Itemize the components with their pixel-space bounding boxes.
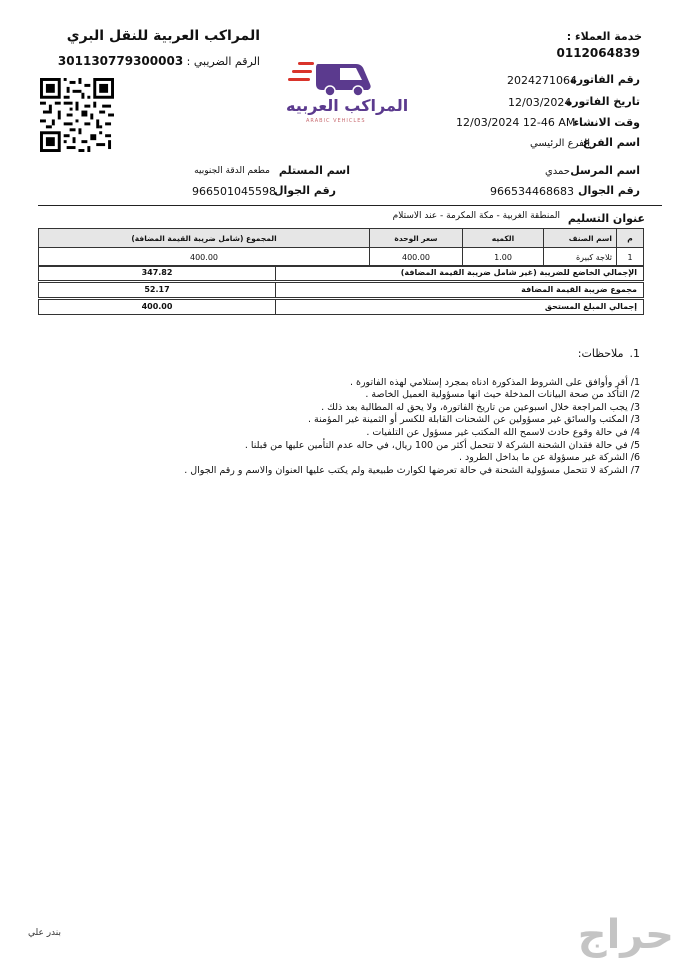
note-item: 3/ يجب المراجعة خلال اسبوعين من تاريخ الفاتورة، ولا يحق له المطالبة بعد ذلك .: [321, 401, 640, 413]
summary-taxable-label: الإجمالي الخاضع للضريبة (غير شامل ضريبة القيمة المضافة): [275, 266, 643, 280]
qr-code: [40, 78, 114, 152]
company-name: المراكب العربية للنقل البري: [66, 28, 260, 44]
header-item: اسم الصنف: [544, 229, 617, 248]
table-row: [39, 248, 644, 267]
row-qty: 1.00: [463, 248, 544, 267]
truck-icon: [278, 58, 408, 100]
header-index: م: [617, 229, 644, 248]
summary-taxable-value: 347.82: [141, 268, 173, 277]
invoice-number-label: رقم الفاتورة: [570, 73, 640, 86]
receiver-phone-label: رقم الجوال: [273, 184, 336, 197]
note-item: 2/ التأكد من صحة البيانات المدخلة حيث انها مسؤولية العميل الخاصة .: [365, 389, 640, 401]
sender-name: حمدي: [544, 166, 570, 177]
summary-vat: [38, 282, 644, 298]
notes-title: [140, 348, 640, 361]
note-item: 6/ الشركة غير مسؤولة عن ما بداخل الطرود .: [458, 452, 640, 464]
delivery-address: المنطقة الغربية - مكة المكرمة - عند الاستلام: [392, 211, 560, 221]
divider: [38, 205, 662, 206]
tax-row: [58, 54, 260, 68]
customer-service-label: خدمة العملاء :: [566, 30, 642, 43]
logo-subtext: ARABIC VEHICLES: [306, 118, 366, 124]
tax-number: 301130779300003: [57, 54, 184, 68]
invoice-date: 12/03/2024: [508, 96, 572, 109]
delivery-address-label: عنوان التسليم: [567, 212, 645, 225]
watermark: حراج: [577, 912, 674, 958]
notes-section: [140, 348, 640, 477]
receiver-phone: 966501045598: [192, 185, 276, 198]
note-item: 3/ المكتب والسائق غير مسؤولين عن الشحنات القابلة للكسر أو الثمينة غير المؤمنة .: [307, 414, 640, 426]
row-total: 400.00: [39, 248, 370, 267]
sender-phone: 966534468683: [490, 185, 574, 198]
header-unit-price: سعر الوحدة: [370, 229, 463, 248]
table-header-row: [39, 229, 644, 248]
header-total: المجموع (شامل ضريبة القيمة المضافة): [39, 229, 370, 248]
created-time: 12/03/2024 12-46 AM: [456, 116, 576, 129]
summary-vat-label: مجموع ضريبة القيمة المضافة: [275, 283, 643, 297]
summary-total: [38, 299, 644, 315]
invoice-date-label: تاريخ الفاتورة: [565, 95, 640, 108]
branch-name: الفرع الرئيسي: [530, 138, 590, 149]
note-item: 4/ في حالة وقوع حادث لاسمح الله المكتب غير مسؤول عن التلفيات .: [366, 426, 640, 438]
branch-label: اسم الفرع: [582, 136, 640, 149]
header-qty: الكميه: [463, 229, 544, 248]
row-index: 1: [617, 248, 644, 267]
summary-total-label: إجمالي المبلغ المستحق: [275, 300, 643, 314]
company-logo: [278, 58, 408, 130]
items-table: [38, 228, 644, 267]
summary-vat-value: 52.17: [144, 285, 170, 294]
sender-name-label: اسم المرسل: [570, 164, 640, 177]
summary-total-value: 400.00: [141, 302, 173, 311]
note-item: 1/ أقر وأوافق على الشروط المذكورة ادناه بمجرد إستلامي لهذه الفاتورة .: [349, 376, 640, 388]
receiver-name: مطعم الدقة الجنوبيه: [194, 166, 270, 176]
note-item: 5/ في حالة فقدان الشحنة الشركة لا تتحمل أكثر من 100 ريال، في حاله عدم التأمين عليها من قبلنا .: [244, 439, 640, 451]
row-unit-price: 400.00: [370, 248, 463, 267]
notes-heading: ملاحظات:: [577, 347, 624, 360]
signature: بندر علي: [28, 928, 62, 938]
sender-phone-label: رقم الجوال: [577, 184, 640, 197]
receiver-name-label: اسم المستلم: [278, 164, 350, 177]
logo-text: المراكب العربيه: [286, 96, 409, 115]
invoice-number: 2024271064: [507, 74, 577, 87]
note-item: 7/ الشركة لا تتحمل مسؤولية الشحنة في حالة تعرضها لكوارث طبيعية ولم يكتب عليها العنوان والاسم و رقم الجوال .: [184, 464, 640, 476]
row-item: ثلاجة كبيرة: [544, 248, 617, 267]
notes-number: 1.: [629, 347, 640, 360]
created-time-label: وقت الانشاء: [573, 116, 640, 129]
tax-label: الرقم الضريبي :: [186, 55, 260, 68]
summary-taxable: [38, 265, 644, 281]
customer-service-phone: 0112064839: [556, 46, 640, 60]
